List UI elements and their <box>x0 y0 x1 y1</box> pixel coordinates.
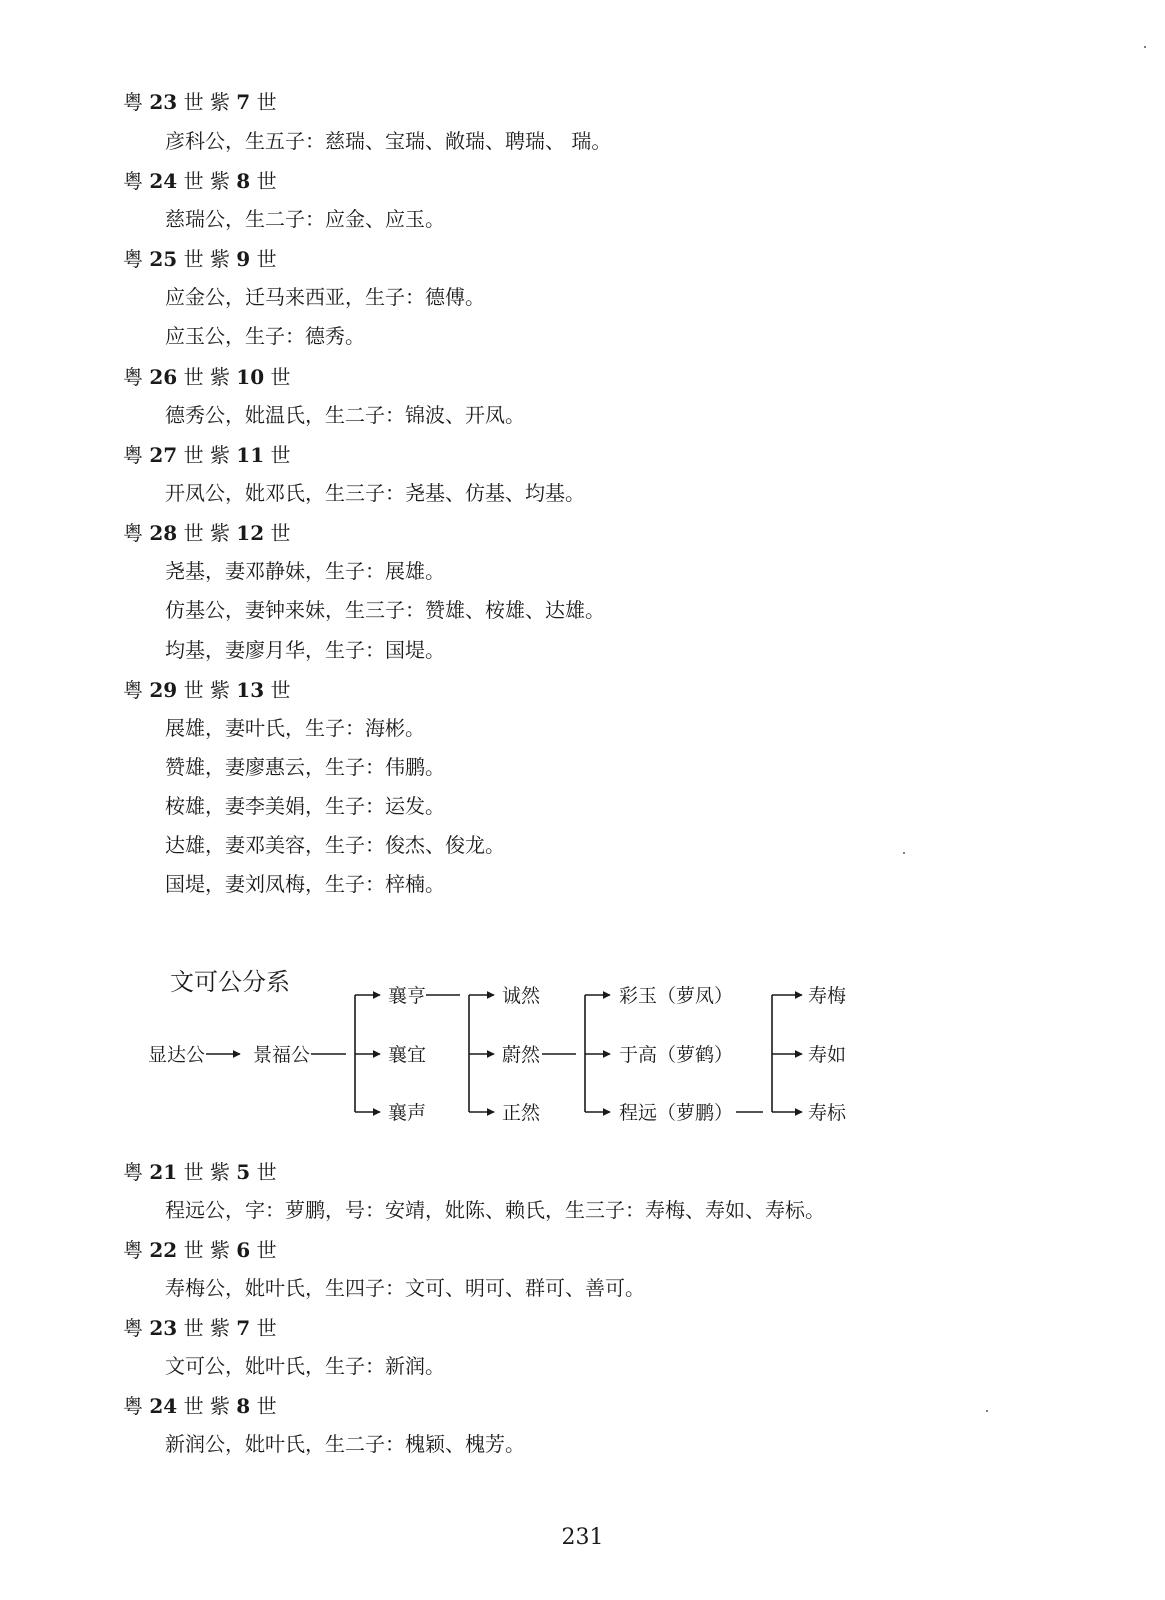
tree-node: 寿梅 <box>808 985 847 1007</box>
zi-generation-number: 9 <box>236 247 251 271</box>
genealogy-entry: 均基，妻廖月华，生子：国堤。 <box>165 638 445 662</box>
yue-generation-number: 24 <box>149 169 178 193</box>
zi-generation-number: 10 <box>236 365 265 389</box>
zi-generation-number: 6 <box>236 1238 251 1262</box>
genealogy-entry: 新润公，妣叶氏，生二子：槐颖、槐芳。 <box>165 1432 525 1456</box>
tree-node: 景福公 <box>253 1044 311 1066</box>
shi-label: 世 <box>183 90 204 114</box>
genealogy-entry: 慈瑞公，生二子：应金、应玉。 <box>165 207 445 231</box>
scan-speck <box>986 1410 988 1412</box>
yue-label: 粤 <box>123 678 143 702</box>
yue-label: 粤 <box>123 90 143 114</box>
tree-node: 寿如 <box>808 1044 847 1066</box>
genealogy-entry: 国堤，妻刘凤梅，生子：梓楠。 <box>165 872 445 896</box>
generation-heading <box>123 1393 277 1419</box>
yue-label: 粤 <box>123 1238 143 1262</box>
genealogy-entry: 应玉公，生子：德秀。 <box>165 324 365 348</box>
genealogy-entry: 桉雄，妻李美娟，生子：运发。 <box>165 794 445 818</box>
generation-heading <box>123 1315 277 1341</box>
branch-title: 文可公分系 <box>170 968 290 996</box>
scan-speck <box>1144 46 1146 48</box>
page-number: 231 <box>561 1525 604 1550</box>
tree-node: 程远（萝鹏） <box>619 1102 734 1124</box>
genealogy-entry: 文可公，妣叶氏，生子：新润。 <box>165 1354 445 1378</box>
zi-label: 紫 <box>209 169 230 193</box>
tree-node: 于高（萝鹤） <box>619 1044 734 1066</box>
yue-generation-number: 29 <box>149 678 178 702</box>
yue-generation-number: 23 <box>149 1316 178 1340</box>
zi-generation-number: 13 <box>236 678 265 702</box>
shi-label: 世 <box>256 90 277 114</box>
zi-label: 紫 <box>209 90 230 114</box>
shi-label: 世 <box>256 169 277 193</box>
zi-label: 紫 <box>209 1160 230 1184</box>
yue-label: 粤 <box>123 1394 143 1418</box>
zi-generation-number: 8 <box>236 1394 251 1418</box>
tree-node: 蔚然 <box>502 1044 541 1066</box>
zi-generation-number: 12 <box>236 521 265 545</box>
yue-label: 粤 <box>123 443 143 467</box>
yue-label: 粤 <box>123 247 143 271</box>
tree-node: 诚然 <box>502 985 541 1007</box>
genealogy-entry: 应金公，迁马来西亚，生子：德傅。 <box>165 285 485 309</box>
yue-label: 粤 <box>123 365 143 389</box>
yue-generation-number: 22 <box>149 1238 178 1262</box>
shi-label: 世 <box>183 169 204 193</box>
zi-label: 紫 <box>209 678 230 702</box>
zi-label: 紫 <box>209 365 230 389</box>
tree-node: 襄亨 <box>388 985 427 1007</box>
yue-generation-number: 27 <box>149 443 178 467</box>
zi-label: 紫 <box>209 1394 230 1418</box>
zi-label: 紫 <box>209 443 230 467</box>
yue-label: 粤 <box>123 1316 143 1340</box>
genealogy-entry: 赞雄，妻廖惠云，生子：伟鹏。 <box>165 755 445 779</box>
zi-generation-number: 8 <box>236 169 251 193</box>
shi-label: 世 <box>183 247 204 271</box>
genealogy-entry: 尧基，妻邓静妹，生子：展雄。 <box>165 559 445 583</box>
yue-label: 粤 <box>123 521 143 545</box>
shi-label: 世 <box>256 1394 277 1418</box>
genealogy-entry: 展雄，妻叶氏，生子：海彬。 <box>165 716 425 740</box>
generation-heading <box>123 1237 277 1263</box>
genealogy-entry: 开凤公，妣邓氏，生三子：尧基、仿基、均基。 <box>165 481 585 505</box>
shi-label: 世 <box>270 678 291 702</box>
yue-generation-number: 26 <box>149 365 178 389</box>
zi-label: 紫 <box>209 1238 230 1262</box>
yue-generation-number: 28 <box>149 521 178 545</box>
shi-label: 世 <box>270 365 291 389</box>
shi-label: 世 <box>256 1238 277 1262</box>
shi-label: 世 <box>183 365 204 389</box>
genealogy-entry: 彦科公，生五子：慈瑞、宝瑞、敞瑞、聘瑞、 瑞。 <box>165 129 612 153</box>
genealogy-entry: 德秀公，妣温氏，生二子：锦波、开凤。 <box>165 403 525 427</box>
shi-label: 世 <box>183 1238 204 1262</box>
shi-label: 世 <box>256 1316 277 1340</box>
tree-node: 寿标 <box>808 1102 847 1124</box>
yue-label: 粤 <box>123 1160 143 1184</box>
shi-label: 世 <box>270 443 291 467</box>
genealogy-entry: 寿梅公，妣叶氏，生四子：文可、明可、群可、善可。 <box>165 1276 645 1300</box>
tree-node: 正然 <box>502 1102 541 1124</box>
yue-generation-number: 23 <box>149 90 178 114</box>
shi-label: 世 <box>183 521 204 545</box>
zi-generation-number: 7 <box>236 90 251 114</box>
shi-label: 世 <box>183 1316 204 1340</box>
tree-node: 襄宜 <box>388 1044 427 1066</box>
shi-label: 世 <box>183 1160 204 1184</box>
genealogy-entry: 仿基公，妻钟来妹，生三子：赞雄、桉雄、达雄。 <box>165 598 605 622</box>
shi-label: 世 <box>256 247 277 271</box>
yue-label: 粤 <box>123 169 143 193</box>
zi-generation-number: 5 <box>236 1160 251 1184</box>
genealogy-entry: 程远公，字：萝鹏，号：安靖，妣陈、赖氏，生三子：寿梅、寿如、寿标。 <box>165 1198 825 1222</box>
yue-generation-number: 21 <box>149 1160 178 1184</box>
zi-label: 紫 <box>209 1316 230 1340</box>
shi-label: 世 <box>183 1394 204 1418</box>
genealogy-entry: 达雄，妻邓美容，生子：俊杰、俊龙。 <box>165 833 505 857</box>
tree-node: 显达公 <box>148 1044 206 1066</box>
tree-node: 襄声 <box>388 1102 427 1124</box>
generation-heading <box>123 1159 277 1185</box>
shi-label: 世 <box>183 443 204 467</box>
zi-label: 紫 <box>209 521 230 545</box>
zi-generation-number: 7 <box>236 1316 251 1340</box>
shi-label: 世 <box>270 521 291 545</box>
shi-label: 世 <box>256 1160 277 1184</box>
scan-speck <box>903 852 905 854</box>
zi-generation-number: 11 <box>236 443 265 467</box>
yue-generation-number: 24 <box>149 1394 178 1418</box>
zi-label: 紫 <box>209 247 230 271</box>
yue-generation-number: 25 <box>149 247 178 271</box>
tree-node: 彩玉（萝凤） <box>619 985 734 1007</box>
shi-label: 世 <box>183 678 204 702</box>
